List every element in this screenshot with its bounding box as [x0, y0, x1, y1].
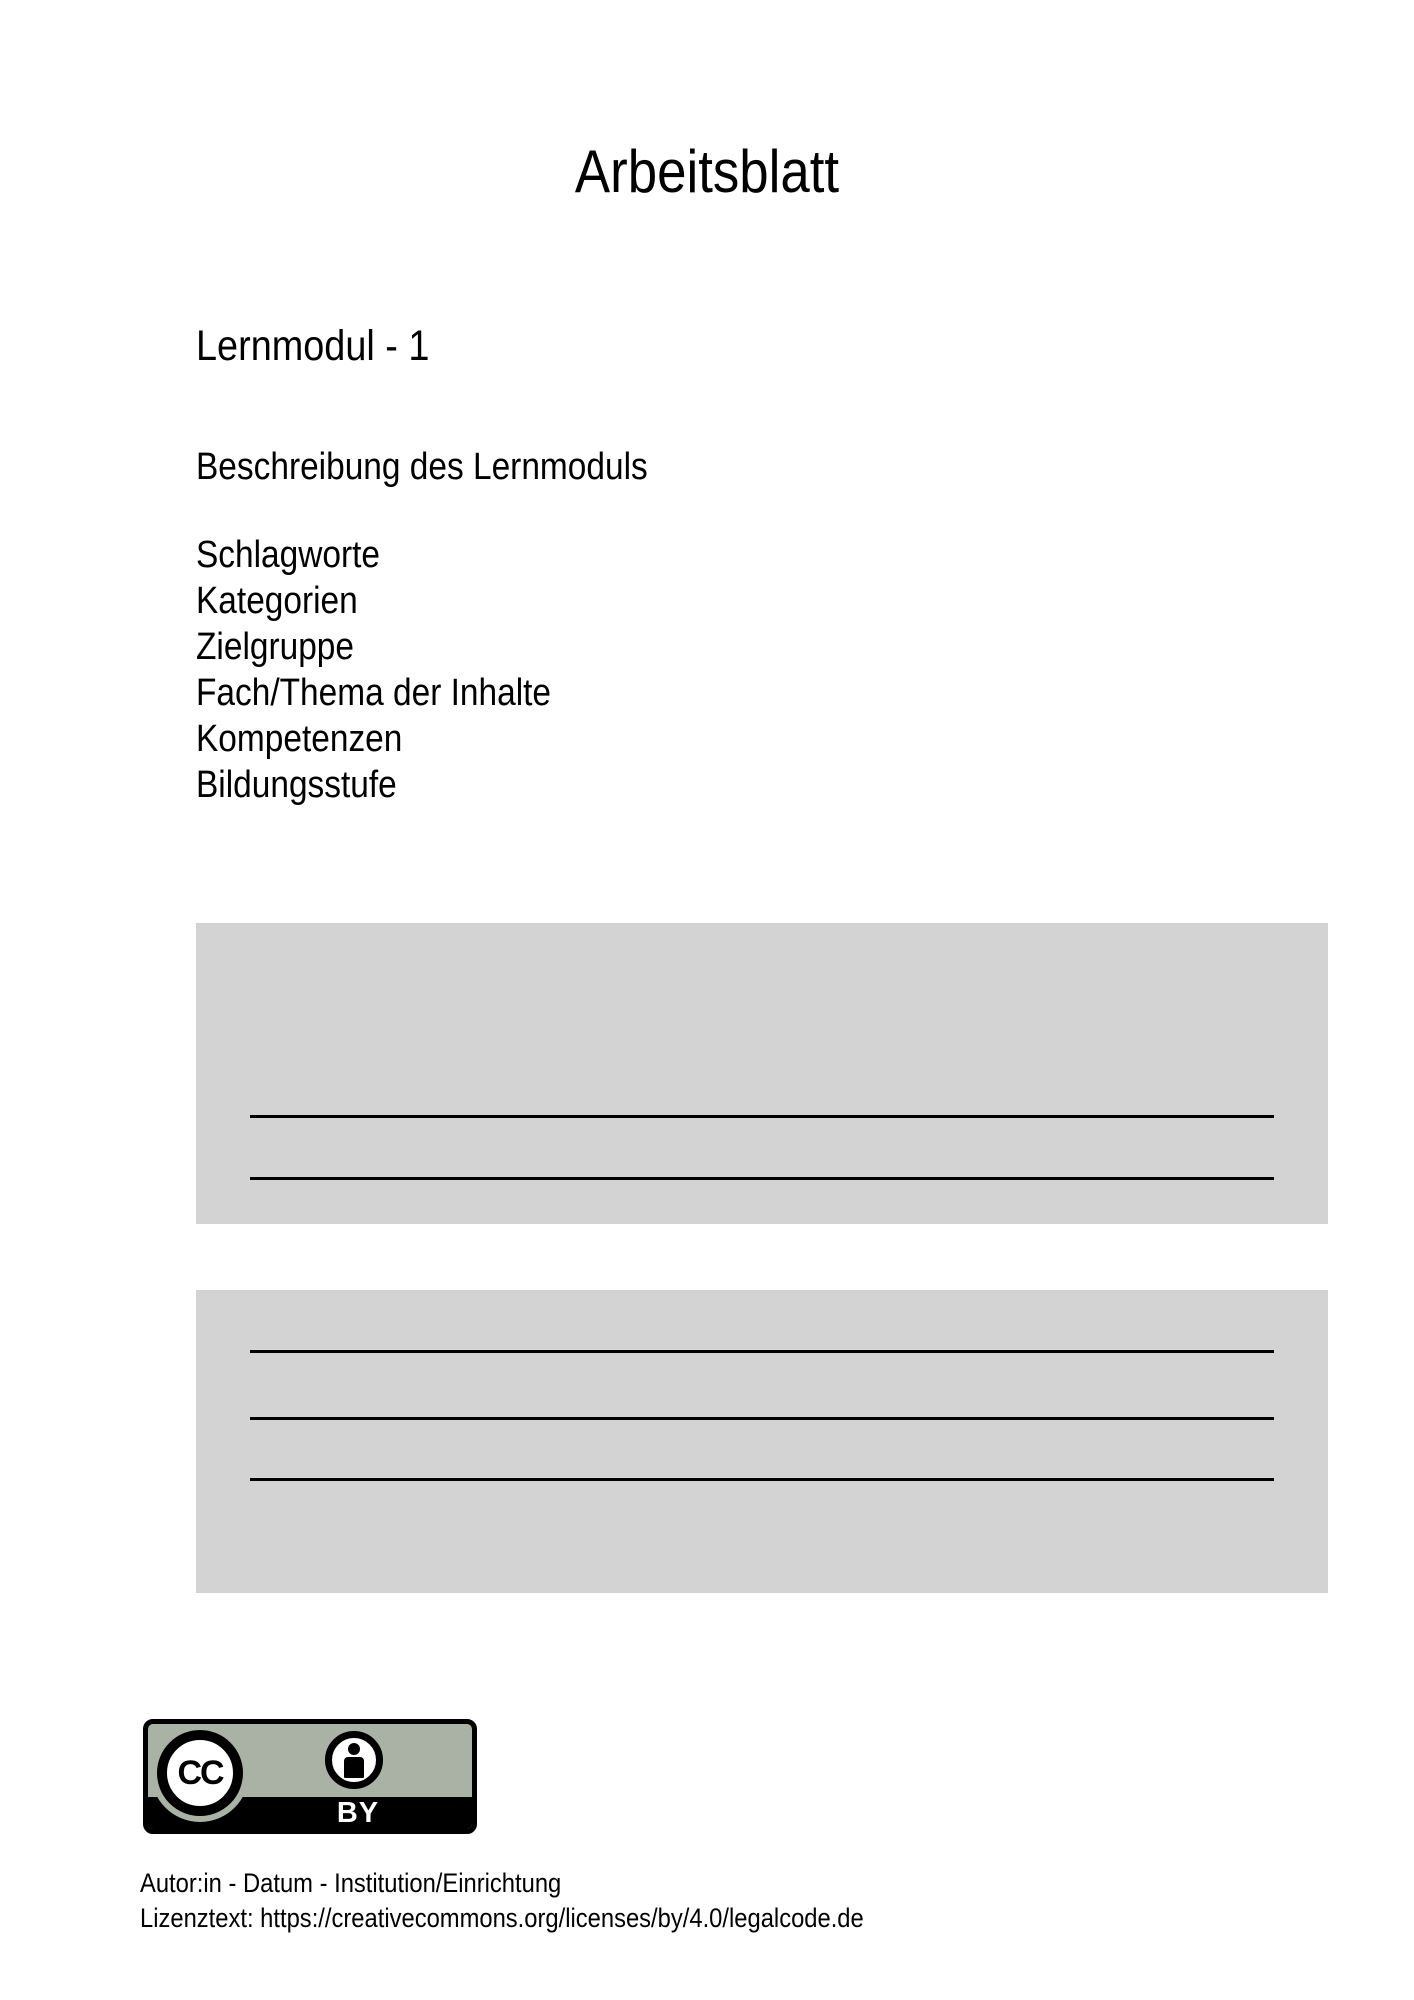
page-title-text: Arbeitsblatt — [574, 138, 840, 205]
footer-author-text: Autor:in - Datum - Institution/Einrichtung — [140, 1868, 562, 1898]
meta-field-label: Bildungsstufe — [196, 764, 397, 806]
module-heading — [196, 321, 461, 373]
write-line — [250, 1478, 1274, 1481]
person-body-shape — [344, 1757, 364, 1778]
meta-field-kategorien — [196, 578, 599, 624]
answer-box-1 — [196, 923, 1328, 1224]
write-line — [250, 1115, 1274, 1118]
cc-attribution-person-icon — [325, 1731, 383, 1789]
meta-field-label: Schlagworte — [196, 534, 381, 576]
cc-logo-text: CC — [177, 1754, 223, 1792]
meta-field-label: Kategorien — [196, 580, 358, 622]
person-head-shape — [348, 1743, 360, 1755]
answer-box-2 — [196, 1290, 1328, 1593]
meta-field-label: Fach/Thema der Inhalte — [196, 672, 552, 714]
module-heading-text: Lernmodul - 1 — [196, 322, 430, 370]
footer-author-line — [140, 1866, 962, 1901]
meta-field-kompetenzen — [196, 716, 599, 762]
meta-field-fach-thema — [196, 670, 599, 716]
page-title — [0, 136, 1414, 208]
meta-field-label: Kompetenzen — [196, 718, 403, 760]
write-line — [250, 1177, 1274, 1180]
write-line — [250, 1417, 1274, 1420]
write-line — [250, 1350, 1274, 1353]
cc-by-label: BY — [336, 1797, 380, 1829]
footer-license-text: Lizenztext: https://creativecommons.org/licenses/by/4.0/legalcode.de — [140, 1903, 864, 1933]
footer-license-line — [140, 1901, 962, 1936]
cc-by-license-badge — [143, 1719, 477, 1834]
meta-field-zielgruppe — [196, 624, 599, 670]
meta-field-label: Zielgruppe — [196, 626, 355, 668]
meta-field-schlagworte — [196, 532, 599, 578]
meta-field-bildungsstufe — [196, 762, 599, 808]
module-description-text: Beschreibung des Lernmoduls — [196, 446, 648, 488]
cc-logo-icon — [157, 1730, 243, 1816]
footer — [140, 1866, 962, 1936]
meta-field-list — [196, 532, 599, 808]
module-description — [196, 445, 709, 491]
